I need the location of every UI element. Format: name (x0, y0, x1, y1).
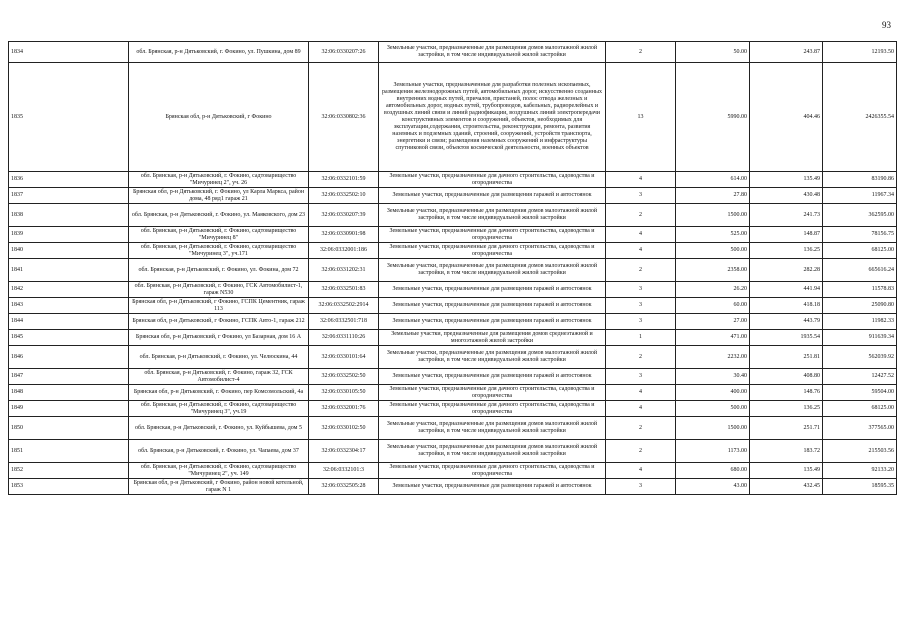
specific-value-cell: 430.48 (750, 188, 823, 204)
land-use-cell: Земельные участки, предназначенные для дачного строительства, садоводства и огородничества (379, 227, 606, 243)
specific-value-cell: 135.49 (750, 172, 823, 188)
table-row (9, 346, 897, 369)
cadastral-number-cell: 32:06:0330901:98 (309, 227, 379, 243)
group-code-cell: 4 (606, 401, 676, 417)
group-code-cell: 2 (606, 42, 676, 63)
group-code-cell: 3 (606, 369, 676, 385)
land-use-cell: Земельные участки, предназначенные для размещения домов малоэтажной жилой застройки, в том числе индивидуальной жилой застройки (379, 259, 606, 282)
land-use-cell: Земельные участки, предназначенные для дачного строительства, садоводства и огородничества (379, 385, 606, 401)
address-cell: Брянская обл, р-н Дятьковский, г. Фокино, ул Карла Маркса, район дома, 48 ряд1 гараж 21 (129, 188, 309, 204)
cadastral-value-cell: 92133.20 (823, 463, 897, 479)
specific-value-cell: 148.87 (750, 227, 823, 243)
land-use-cell: Земельные участки, предназначенные для размещения домов малоэтажной жилой застройки, в том числе индивидуальной жилой застройки (379, 204, 606, 227)
cadastral-value-cell: 18595.35 (823, 479, 897, 495)
row-number: 1849 (9, 401, 129, 417)
cadastral-number-cell: 32:06:0330105:50 (309, 385, 379, 401)
row-number: 1838 (9, 204, 129, 227)
cadastral-number-cell: 32:06:0332501:718 (309, 314, 379, 330)
group-code-cell: 4 (606, 172, 676, 188)
row-number: 1845 (9, 330, 129, 346)
table-row (9, 463, 897, 479)
table-row (9, 188, 897, 204)
land-use-cell: Земельные участки, предназначенные для размещения гаражей и автостоянок (379, 188, 606, 204)
table-row (9, 417, 897, 440)
land-use-cell: Земельные участки, предназначенные для дачного строительства, садоводства и огородничества (379, 243, 606, 259)
cadastral-value-cell: 377565.00 (823, 417, 897, 440)
land-use-cell: Земельные участки, предназначенные для размещения гаражей и автостоянок (379, 298, 606, 314)
address-cell: Брянская обл, р-н Дятьковский, г. Фокино, пер Комсомольский, 4а (129, 385, 309, 401)
table-row (9, 204, 897, 227)
row-number: 1841 (9, 259, 129, 282)
row-number: 1836 (9, 172, 129, 188)
land-use-cell: Земельные участки, предназначенные для размещения домов среднеэтажной и многоэтажной жилой застройки (379, 330, 606, 346)
row-number: 1848 (9, 385, 129, 401)
address-cell: обл. Брянская, р-н Дятьковский, г. Фокино, ул. Фокина, дом 72 (129, 259, 309, 282)
cadastral-number-cell: 32:06:0331110:26 (309, 330, 379, 346)
row-number: 1839 (9, 227, 129, 243)
cadastral-value-cell: 215503.56 (823, 440, 897, 463)
specific-value-cell: 135.49 (750, 463, 823, 479)
address-cell: обл. Брянская, р-н Дятьковский, г. Фокино, ул. Куйбышева, дом 5 (129, 417, 309, 440)
specific-value-cell: 408.80 (750, 369, 823, 385)
address-cell: обл. Брянская, р-н Дятьковский, г. Фокино, садтоварищество "Мичуринец 2", уч. 26 (129, 172, 309, 188)
cadastral-number-cell: 32:06:0332502:2914 (309, 298, 379, 314)
group-code-cell: 2 (606, 346, 676, 369)
cadastral-number-cell: 32:06:0332505:28 (309, 479, 379, 495)
group-code-cell: 1 (606, 330, 676, 346)
table-row (9, 314, 897, 330)
area-cell: 27.00 (676, 314, 750, 330)
group-code-cell: 3 (606, 188, 676, 204)
area-cell: 30.40 (676, 369, 750, 385)
table-row (9, 369, 897, 385)
group-code-cell: 4 (606, 463, 676, 479)
cadastral-number-cell: 32:06:0330101:64 (309, 346, 379, 369)
specific-value-cell: 241.73 (750, 204, 823, 227)
cadastral-number-cell: 32:06:0330207:39 (309, 204, 379, 227)
specific-value-cell: 443.79 (750, 314, 823, 330)
address-cell: обл. Брянская, р-н Дятьковский, г. Фокино, ул. Пушкина, дом 89 (129, 42, 309, 63)
group-code-cell: 2 (606, 204, 676, 227)
area-cell: 1500.00 (676, 417, 750, 440)
area-cell: 60.00 (676, 298, 750, 314)
cadastral-value-cell: 11578.83 (823, 282, 897, 298)
cadastral-number-cell: 32:06:0332101:3 (309, 463, 379, 479)
group-code-cell: 3 (606, 282, 676, 298)
cadastral-number-cell: 32:06:0332001:76 (309, 401, 379, 417)
address-cell: Брянская обл, р-н Дятьковский, г Фокино, район новой котельной, гараж N 1 (129, 479, 309, 495)
land-use-cell: Земельные участки, предназначенные для размещения гаражей и автостоянок (379, 282, 606, 298)
cadastral-value-cell: 12427.52 (823, 369, 897, 385)
table-row (9, 259, 897, 282)
area-cell: 27.80 (676, 188, 750, 204)
row-number: 1846 (9, 346, 129, 369)
specific-value-cell: 148.76 (750, 385, 823, 401)
row-number: 1842 (9, 282, 129, 298)
specific-value-cell: 404.46 (750, 63, 823, 172)
area-cell: 525.00 (676, 227, 750, 243)
cadastral-value-cell: 83190.86 (823, 172, 897, 188)
area-cell: 5990.00 (676, 63, 750, 172)
address-cell: Брянская обл, р-н Дятьковский, г Фокино, ул Базарная, дом 16 А (129, 330, 309, 346)
cadastral-number-cell: 32:06:0330102:50 (309, 417, 379, 440)
table-row (9, 401, 897, 417)
specific-value-cell: 1935.54 (750, 330, 823, 346)
address-cell: Брянская обл, р-н Дятьковский, г Фокино (129, 63, 309, 172)
cadastral-value-cell: 11967.34 (823, 188, 897, 204)
table-row (9, 330, 897, 346)
address-cell: обл. Брянская, р-н Дятьковский, г. Фокино, ул. Челюскина, 44 (129, 346, 309, 369)
cadastral-value-cell: 68125.00 (823, 243, 897, 259)
specific-value-cell: 136.25 (750, 401, 823, 417)
land-use-cell: Земельные участки, предназначенные для разработки полезных ископаемых, размещения железнодорожных путей, автомобильных дорог, искусственно созданных внутренних водных путей, причалов, пристаней, полос отвода железных и автомобильных дорог, водных путей, трубопроводов, кабельных, радиорелейных и воздушных линий связи и линий радиофикации, воздушных линий электропередачи конструктивных элементов и сооружений, объектов, необходимых для эксплуатации,содержания, строительства, реконструкции, ремонта, развития наземных и подземных зданий, строений, сооружений, устройств транспорта, энергетики и связи; размещения наземных сооружений и инфраструктуры спутниковой связи, объектов космической деятельности, военных объектов (379, 63, 606, 172)
cadastral-value-cell: 78156.75 (823, 227, 897, 243)
table-body (9, 42, 897, 495)
address-cell: обл. Брянская, р-н Дятьковский, г. Фокино, садтоварищество "Мичуринец 3", уч.171 (129, 243, 309, 259)
land-use-cell: Земельные участки, предназначенные для размещения гаражей и автостоянок (379, 369, 606, 385)
specific-value-cell: 136.25 (750, 243, 823, 259)
group-code-cell: 4 (606, 385, 676, 401)
group-code-cell: 2 (606, 440, 676, 463)
specific-value-cell: 441.94 (750, 282, 823, 298)
land-use-cell: Земельные участки, предназначенные для размещения домов малоэтажной жилой застройки, в том числе индивидуальной жилой застройки (379, 346, 606, 369)
area-cell: 1500.00 (676, 204, 750, 227)
cadastral-value-cell: 665616.24 (823, 259, 897, 282)
cadastral-value-cell: 12193.50 (823, 42, 897, 63)
table-row (9, 172, 897, 188)
cadastral-number-cell: 32:06:0330802:36 (309, 63, 379, 172)
address-cell: Брянская обл, р-н Дятьковский, г Фокино, ГСПК Авто-1, гараж 212 (129, 314, 309, 330)
row-number: 1847 (9, 369, 129, 385)
group-code-cell: 3 (606, 298, 676, 314)
specific-value-cell: 282.28 (750, 259, 823, 282)
area-cell: 2358.00 (676, 259, 750, 282)
cadastral-value-cell: 68125.00 (823, 401, 897, 417)
specific-value-cell: 251.81 (750, 346, 823, 369)
area-cell: 43.00 (676, 479, 750, 495)
address-cell: обл. Брянская, р-н Дятьковский, г. Фокино, садтоварищество "Мичуринец 2", уч. 149 (129, 463, 309, 479)
cadastral-value-cell: 25090.80 (823, 298, 897, 314)
cadastral-number-cell: 32:06:0332001:186 (309, 243, 379, 259)
group-code-cell: 13 (606, 63, 676, 172)
land-use-cell: Земельные участки, предназначенные для дачного строительства, садоводства и огородничества (379, 463, 606, 479)
cadastral-value-cell: 11982.33 (823, 314, 897, 330)
row-number: 1840 (9, 243, 129, 259)
table-row (9, 282, 897, 298)
area-cell: 680.00 (676, 463, 750, 479)
land-use-cell: Земельные участки, предназначенные для дачного строительства, садоводства и огородничества (379, 172, 606, 188)
cadastral-number-cell: 32:06:0332304:17 (309, 440, 379, 463)
cadastral-number-cell: 32:06:0332101:59 (309, 172, 379, 188)
row-number: 1851 (9, 440, 129, 463)
address-cell: обл. Брянская, р-н Дятьковский, г. Фокино, садтоварищество "Мичуринец 8" (129, 227, 309, 243)
table-row (9, 479, 897, 495)
specific-value-cell: 251.71 (750, 417, 823, 440)
address-cell: Брянская обл, р-н Дятьковский, г Фокино, ГСПК Цементник, гараж 113 (129, 298, 309, 314)
row-number: 1835 (9, 63, 129, 172)
area-cell: 500.00 (676, 401, 750, 417)
table-row (9, 42, 897, 63)
table-row (9, 63, 897, 172)
row-number: 1837 (9, 188, 129, 204)
specific-value-cell: 418.18 (750, 298, 823, 314)
row-number: 1853 (9, 479, 129, 495)
table-row (9, 385, 897, 401)
cadastral-number-cell: 32:06:0332502:10 (309, 188, 379, 204)
cadastral-value-cell: 2426355.54 (823, 63, 897, 172)
land-registry-table (8, 41, 897, 495)
table-row (9, 440, 897, 463)
table-row (9, 243, 897, 259)
land-use-cell: Земельные участки, предназначенные для дачного строительства, садоводства и огородничества (379, 401, 606, 417)
address-cell: обл. Брянская, р-н Дятьковский, г. Фокино, ул. Маяковского, дом 23 (129, 204, 309, 227)
row-number: 1852 (9, 463, 129, 479)
group-code-cell: 2 (606, 259, 676, 282)
area-cell: 2232.00 (676, 346, 750, 369)
group-code-cell: 4 (606, 243, 676, 259)
area-cell: 614.00 (676, 172, 750, 188)
specific-value-cell: 243.87 (750, 42, 823, 63)
row-number: 1850 (9, 417, 129, 440)
group-code-cell: 4 (606, 227, 676, 243)
specific-value-cell: 432.45 (750, 479, 823, 495)
address-cell: обл. Брянская, р-н Дятьковский, г. Фокино, гараж 32, ГСК Автомобилист-4 (129, 369, 309, 385)
land-use-cell: Земельные участки, предназначенные для размещения гаражей и автостоянок (379, 479, 606, 495)
group-code-cell: 2 (606, 417, 676, 440)
row-number: 1843 (9, 298, 129, 314)
row-number: 1834 (9, 42, 129, 63)
group-code-cell: 3 (606, 479, 676, 495)
land-use-cell: Земельные участки, предназначенные для размещения домов малоэтажной жилой застройки, в том числе индивидуальной жилой застройки (379, 440, 606, 463)
cadastral-number-cell: 32:06:0330207:26 (309, 42, 379, 63)
area-cell: 500.00 (676, 243, 750, 259)
cadastral-value-cell: 911639.34 (823, 330, 897, 346)
row-number: 1844 (9, 314, 129, 330)
table-row (9, 298, 897, 314)
cadastral-value-cell: 59504.00 (823, 385, 897, 401)
group-code-cell: 3 (606, 314, 676, 330)
address-cell: обл. Брянская, р-н Дятьковский, г. Фокино, ГСК Автомобилист-1, гараж N530 (129, 282, 309, 298)
area-cell: 471.00 (676, 330, 750, 346)
specific-value-cell: 183.72 (750, 440, 823, 463)
land-use-cell: Земельные участки, предназначенные для размещения домов малоэтажной жилой застройки, в том числе индивидуальной жилой застройки (379, 417, 606, 440)
cadastral-number-cell: 32:06:0332501:83 (309, 282, 379, 298)
land-use-cell: Земельные участки, предназначенные для размещения гаражей и автостоянок (379, 314, 606, 330)
area-cell: 50.00 (676, 42, 750, 63)
address-cell: обл. Брянская, р-н Дятьковский, г. Фокино, ул. Чапаева, дом 37 (129, 440, 309, 463)
table-row (9, 227, 897, 243)
page-number: 93 (882, 20, 891, 30)
cadastral-number-cell: 32:06:0332502:50 (309, 369, 379, 385)
land-use-cell: Земельные участки, предназначенные для размещения домов малоэтажной жилой застройки, в том числе индивидуальной жилой застройки (379, 42, 606, 63)
area-cell: 26.20 (676, 282, 750, 298)
area-cell: 400.00 (676, 385, 750, 401)
address-cell: обл. Брянская, р-н Дятьковский, г. Фокино, садтоварищество "Мичуринец 3", уч.19 (129, 401, 309, 417)
cadastral-value-cell: 362595.00 (823, 204, 897, 227)
cadastral-number-cell: 32:06:0331202:31 (309, 259, 379, 282)
cadastral-value-cell: 562039.92 (823, 346, 897, 369)
area-cell: 1173.00 (676, 440, 750, 463)
